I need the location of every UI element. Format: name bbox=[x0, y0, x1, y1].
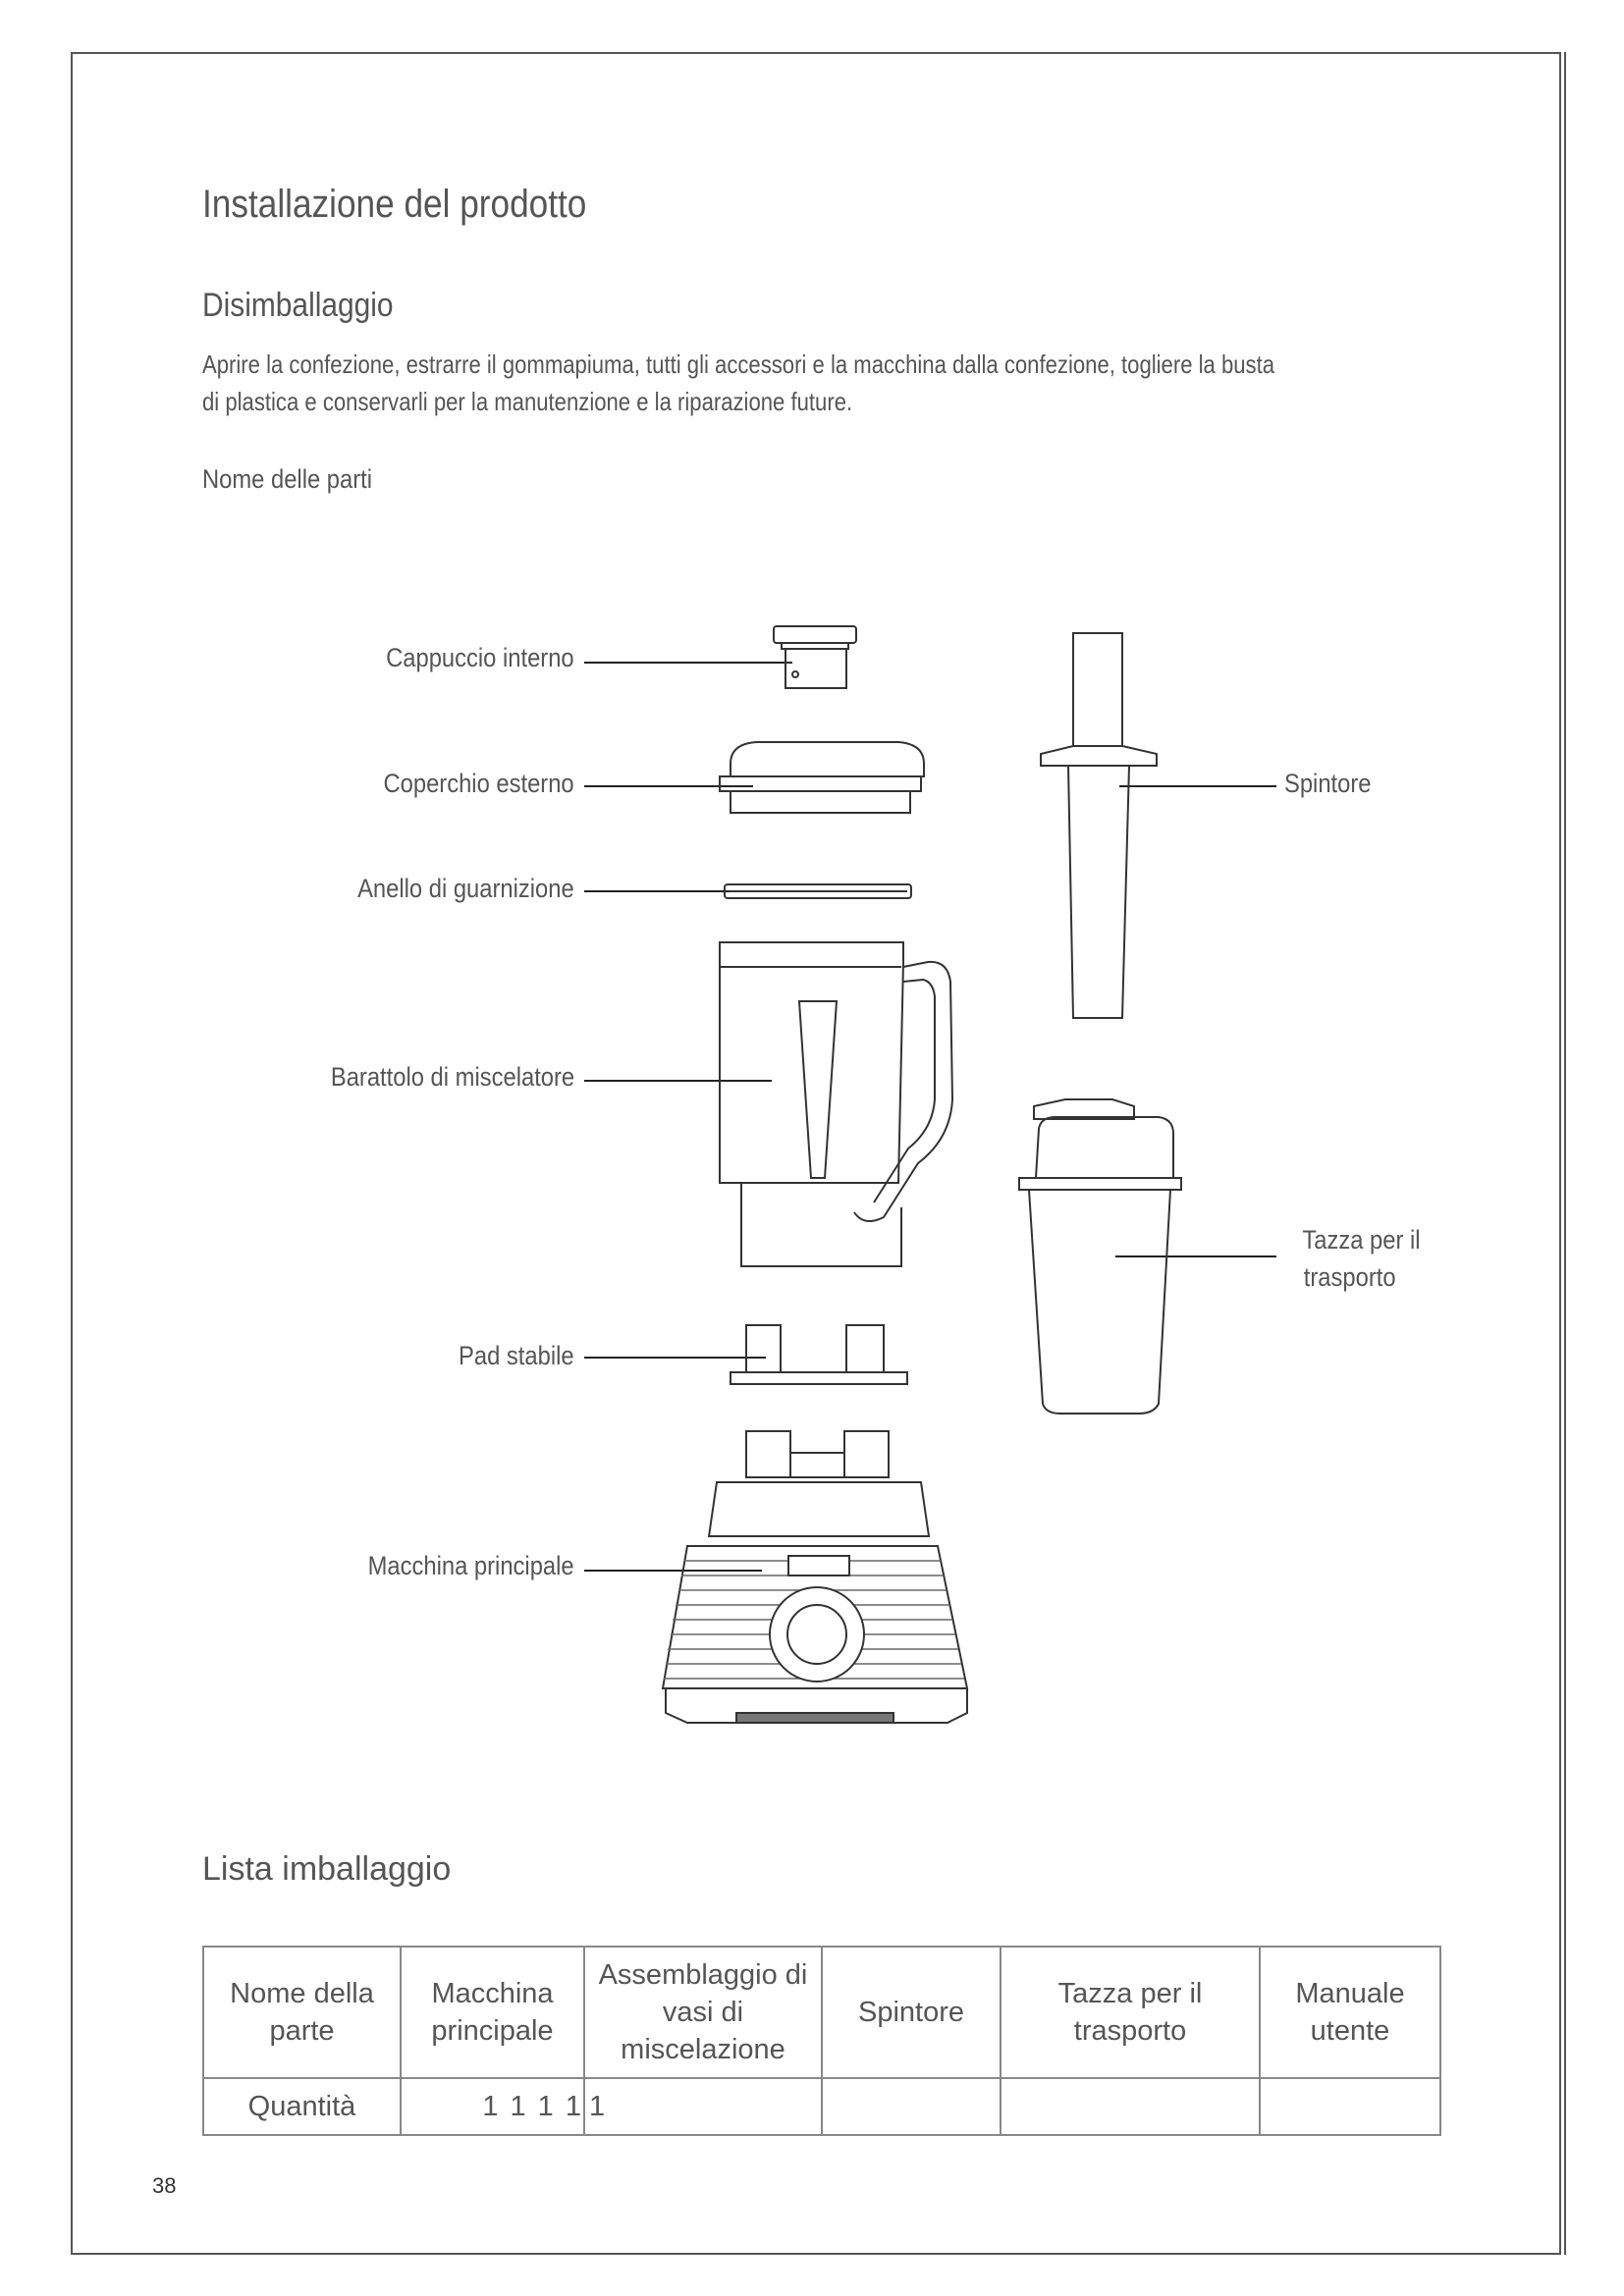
label-tamper: Spintore bbox=[1284, 769, 1372, 798]
label-blender-jar: Barattolo di miscelatore bbox=[330, 1062, 574, 1092]
paragraph-line: di plastica e conservarli per la manutenzione e la riparazione future. bbox=[202, 387, 853, 416]
header-cell-jar-assembly: Assemblaggio di vasi di miscelazione bbox=[584, 1947, 822, 2078]
paragraph-line: Aprire la confezione, estrarre il gommapiuma, tutti gli accessori e la macchina dalla confezione, togliere la busta bbox=[202, 349, 1275, 379]
label-stable-pad: Pad stabile bbox=[459, 1341, 574, 1370]
blender-jar-icon bbox=[720, 942, 952, 1266]
label-outer-lid: Coperchio esterno bbox=[383, 769, 574, 798]
label-travel-cup-line1: Tazza per il bbox=[1302, 1225, 1421, 1255]
label-main-unit: Macchina principale bbox=[368, 1551, 574, 1580]
quantity-value-cell: 1 1 1 1 bbox=[401, 2078, 584, 2135]
quantity-empty-cell bbox=[1260, 2078, 1440, 2135]
header-cell-part-name: Nome della parte bbox=[203, 1947, 401, 2078]
header-cell-tamper: Spintore bbox=[822, 1947, 1001, 2078]
seal-ring-icon bbox=[725, 884, 911, 898]
main-unit-icon bbox=[663, 1431, 967, 1723]
label-inner-cap: Cappuccio interno bbox=[386, 643, 574, 672]
quantity-empty-cell bbox=[1001, 2078, 1260, 2135]
packing-list-table bbox=[202, 1946, 1441, 2136]
inner-cap-icon bbox=[774, 626, 856, 688]
header-cell-user-manual: Manuale utente bbox=[1260, 1947, 1440, 2078]
table-row-quantity bbox=[203, 2078, 1440, 2135]
page-title: Installazione del prodotto bbox=[202, 183, 587, 226]
header-cell-main-unit: Macchina principale bbox=[401, 1947, 584, 2078]
quantity-label-cell: Quantità bbox=[203, 2078, 401, 2135]
table-header-row bbox=[203, 1947, 1440, 2078]
packing-list-heading: Lista imballaggio bbox=[202, 1850, 452, 1888]
outer-lid-icon bbox=[720, 742, 924, 813]
page-number: 38 bbox=[152, 2173, 177, 2198]
header-cell-travel-cup: Tazza per il trasporto bbox=[1001, 1947, 1260, 2078]
label-seal-ring: Anello di guarnizione bbox=[357, 874, 574, 903]
section-heading-unpacking: Disimballaggio bbox=[202, 287, 394, 324]
parts-heading: Nome delle parti bbox=[202, 464, 373, 494]
quantity-value-cell-2: 1 bbox=[584, 2078, 822, 2135]
stable-pad-icon bbox=[731, 1325, 907, 1384]
leader-lines bbox=[584, 663, 1276, 1571]
quantity-empty-cell bbox=[822, 2078, 1001, 2135]
tamper-icon bbox=[1041, 633, 1157, 1018]
label-travel-cup-line2: trasporto bbox=[1304, 1262, 1396, 1292]
